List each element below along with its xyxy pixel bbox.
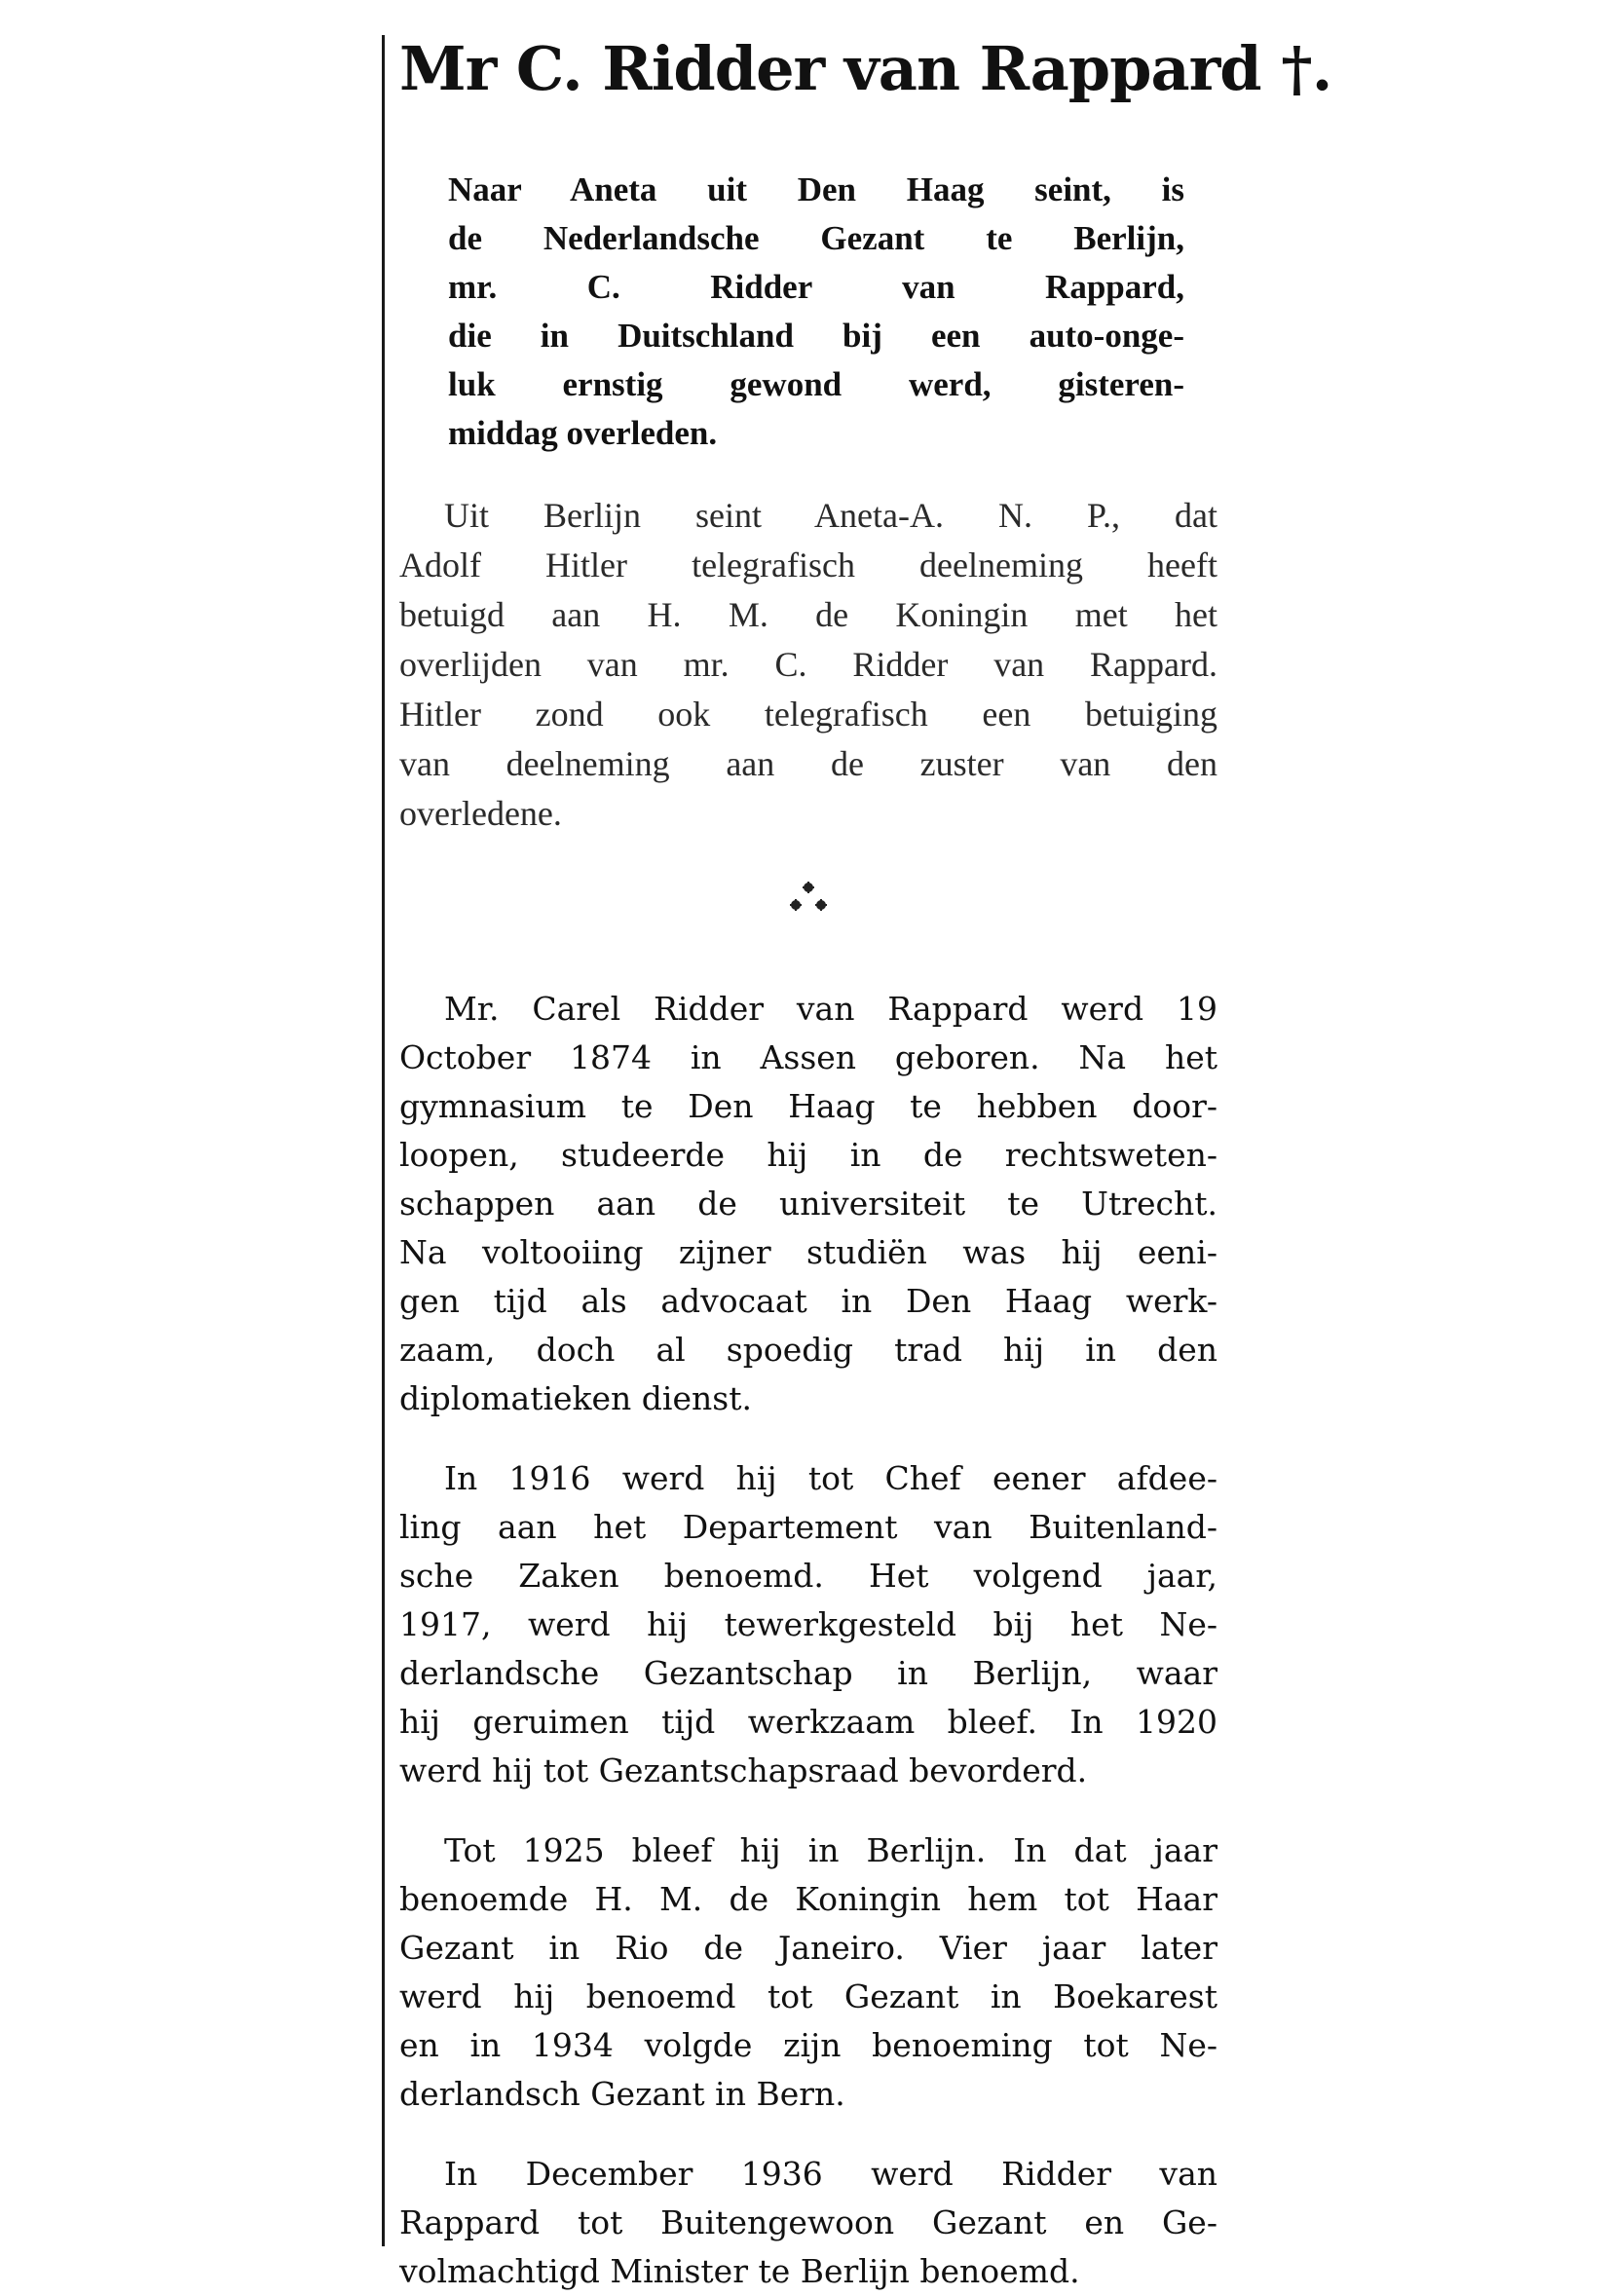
biography-line: October 1874 in Assen geboren. Na het xyxy=(399,1038,1217,1076)
lead-line: de Nederlandsche Gezant te Berlijn, xyxy=(448,219,1184,257)
biography-line: In December 1936 werd Ridder van xyxy=(444,2155,1217,2193)
biography-line: Mr. Carel Ridder van Rappard werd 19 xyxy=(444,990,1217,1028)
cross-symbol: †. xyxy=(1281,33,1332,104)
biography-line: werd hij benoemd tot Gezant in Boekarest xyxy=(399,1977,1217,2015)
biography-line: Na voltooiing zijner studiën was hij eeni- xyxy=(399,1233,1217,1271)
biography-line: loopen, studeerde hij in de rechtsweten- xyxy=(399,1136,1217,1174)
lead-line: mr. C. Ridder van Rappard, xyxy=(448,268,1184,306)
headline xyxy=(399,29,1332,109)
lead-line: die in Duitschland bij een auto-onge- xyxy=(448,317,1184,355)
berlin-note-line: betuigd aan H. M. de Koningin met het xyxy=(399,595,1217,634)
asterism-separator xyxy=(399,880,1217,948)
biography-line: volmachtigd Minister te Berlijn benoemd. xyxy=(399,2252,1080,2290)
berlin-note-line: overlijden van mr. C. Ridder van Rappard. xyxy=(399,645,1217,684)
berlin-note-paragraph xyxy=(399,491,1217,839)
biography-paragraph xyxy=(399,985,1217,1423)
biography-line: derlandsch Gezant in Bern. xyxy=(399,2075,845,2113)
biography-paragraph xyxy=(399,1454,1217,1795)
biography-line: werd hij tot Gezantschapsraad bevorderd. xyxy=(399,1751,1088,1789)
biography-line: gen tijd als advocaat in Den Haag werk- xyxy=(399,1282,1217,1320)
three-asterisks-icon xyxy=(784,880,833,919)
biography-line: ling aan het Departement van Buitenland- xyxy=(399,1508,1217,1546)
biography-line: derlandsche Gezantschap in Berlijn, waar xyxy=(399,1654,1217,1692)
lead-line: luk ernstig gewond werd, gisteren- xyxy=(448,365,1184,403)
lead-line: Naar Aneta uit Den Haag seint, is xyxy=(448,170,1184,208)
berlin-note-line: Uit Berlijn seint Aneta-A. N. P., dat xyxy=(444,496,1217,535)
biography-paragraph xyxy=(399,2150,1217,2296)
biography-line: Gezant in Rio de Janeiro. Vier jaar later xyxy=(399,1929,1217,1967)
biography-line: gymnasium te Den Haag te hebben door- xyxy=(399,1087,1217,1125)
biography-line: Rappard tot Buitengewoon Gezant en Ge- xyxy=(399,2203,1217,2241)
biography-line: In 1916 werd hij tot Chef eener afdee- xyxy=(444,1459,1217,1497)
berlin-note-line: overledene. xyxy=(399,794,562,833)
biography-line: sche Zaken benoemd. Het volgend jaar, xyxy=(399,1557,1217,1595)
berlin-note-line: van deelneming aan de zuster van den xyxy=(399,744,1217,783)
biography-line: zaam, doch al spoedig trad hij in den xyxy=(399,1331,1217,1369)
headline-title: Mr C. Ridder van Rappard xyxy=(399,33,1261,104)
obituary-column xyxy=(399,29,1332,2296)
biography-line: 1917, werd hij tewerkgesteld bij het Ne- xyxy=(399,1605,1217,1643)
lead-paragraph xyxy=(448,166,1184,458)
biography-line: diplomatieken dienst. xyxy=(399,1379,752,1417)
biography-line: benoemde H. M. de Koningin hem tot Haar xyxy=(399,1880,1217,1918)
biography-paragraph xyxy=(399,1826,1217,2119)
column-rule xyxy=(382,35,385,2246)
berlin-note-line: Adolf Hitler telegrafisch deelneming heeft xyxy=(399,546,1217,584)
biography-line: hij geruimen tijd werkzaam bleef. In 1920 xyxy=(399,1703,1217,1741)
biography-line: en in 1934 volgde zijn benoeming tot Ne- xyxy=(399,2026,1217,2064)
biography-line: schappen aan de universiteit te Utrecht. xyxy=(399,1185,1217,1223)
lead-line: middag overleden. xyxy=(448,414,718,452)
berlin-note-line: Hitler zond ook telegrafisch een betuiging xyxy=(399,695,1217,734)
biography-line: Tot 1925 bleef hij in Berlijn. In dat jaar xyxy=(444,1831,1217,1869)
